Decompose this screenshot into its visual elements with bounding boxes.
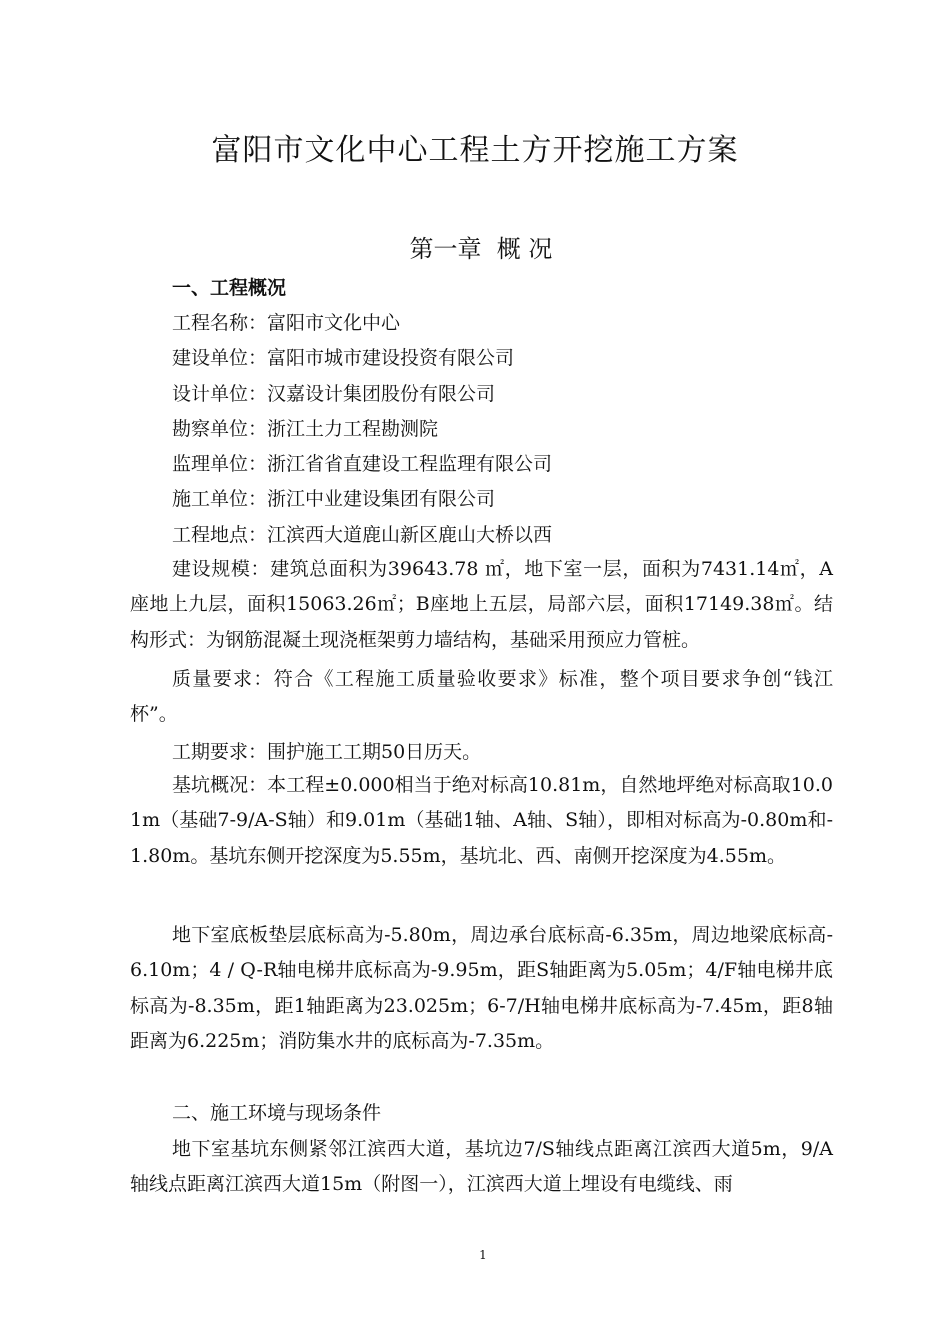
paragraph-basement-elevations: 地下室底板垫层底标高为-5.80m，周边承台底标高-6.35m，周边地梁底标高-6.10m；4 / Q-R轴电梯井底标高为-9.95m，距S轴距离为5.05m；4/F轴电梯井底标高为-8.35m，距1轴距离为23.025m；6-7/H轴电梯井底标高为-7.45m，距8轴距离为6.225m；消防集水井的底标高为-7.35m。 <box>130 924 833 1053</box>
paragraph-site-environment: 地下室基坑东侧紧邻江滨西大道，基坑边7/S轴线点距离江滨西大道5m，9/A轴线点距离江滨西大道15m（附图一），江滨西大道上埋设有电缆线、雨 <box>130 1138 833 1196</box>
paragraph-pit-overview: 基坑概况：本工程±0.000相当于绝对标高10.81m，自然地坪绝对标高取10.01m（基础7-9/A-S轴）和9.01m（基础1轴、A轴、S轴），即相对标高为-0.80m和-1.80m。基坑东侧开挖深度为5.55m，基坑北、西、南侧开挖深度为4.55m。 <box>130 774 833 867</box>
info-row-designer: 设计单位：汉嘉设计集团股份有限公司 <box>172 382 496 405</box>
info-row-location: 工程地点：江滨西大道鹿山新区鹿山大桥以西 <box>172 523 553 546</box>
info-row-surveyor: 勘察单位：浙江土力工程勘测院 <box>172 417 439 440</box>
info-row-contractor: 施工单位：浙江中业建设集团有限公司 <box>172 488 496 511</box>
paragraph-construction-scale: 建设规模：建筑总面积为39643.78 ㎡，地下室一层，面积为7431.14㎡，A座地上九层，面积15063.26㎡；B座地上五层，局部六层，面积17149.38㎡。结构形式：为钢筋混凝土现浇框架剪力墙结构，基础采用预应力管桩。 <box>130 558 833 651</box>
section-heading-project-overview: 一、工程概况 <box>172 277 287 299</box>
paragraph-schedule-requirement: 工期要求：围护施工工期50日历天。 <box>172 741 482 763</box>
document-title: 富阳市文化中心工程土方开挖施工方案 <box>211 133 739 168</box>
info-row-project-name: 工程名称：富阳市文化中心 <box>172 312 401 334</box>
page-number: 1 <box>479 1248 487 1262</box>
section-heading-site-conditions: 二、施工环境与现场条件 <box>172 1102 382 1124</box>
info-row-supervisor: 监理单位：浙江省省直建设工程监理有限公司 <box>172 453 553 476</box>
info-row-owner: 建设单位：富阳市城市建设投资有限公司 <box>172 347 515 370</box>
chapter-title: 第一章 概 况 <box>409 235 553 263</box>
project-info-list <box>172 306 552 553</box>
paragraph-quality-requirement: 质量要求：符合《工程施工质量验收要求》标准，整个项目要求争创“钱江杯”。 <box>130 668 833 726</box>
